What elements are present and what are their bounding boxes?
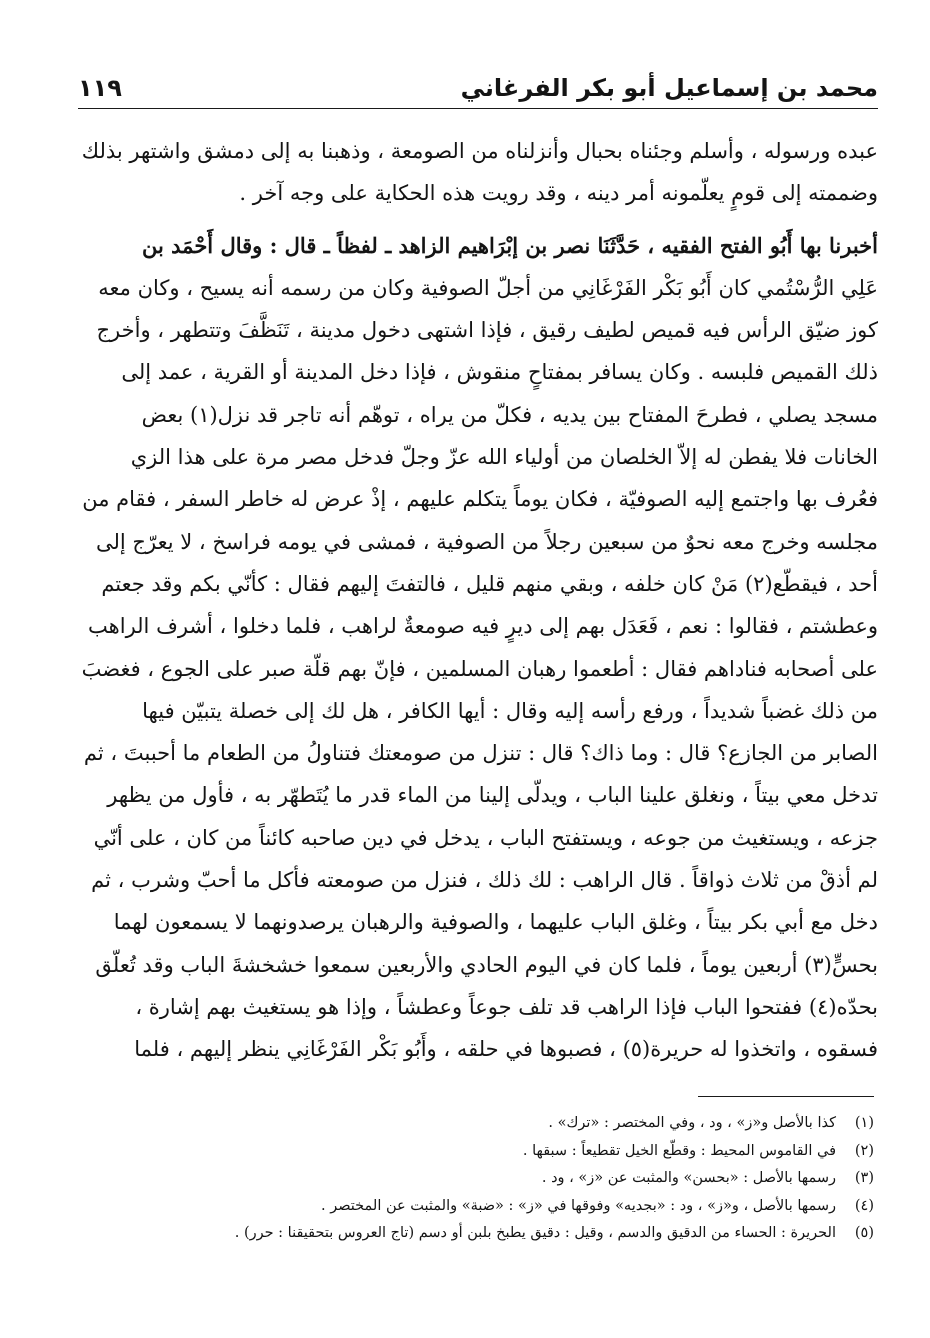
text-line: بحدّه(٤) ففتحوا الباب فإذا الراهب قد تلف جوعاً وعطشاً ، وإذا هو يستغيث بهم إشارة ، (135, 994, 878, 1019)
text-line: وضممته إلى قومٍ يعلّمونه أمر دينه ، وقد رويت هذه الحكاية على وجه آخر . (239, 181, 878, 206)
text-line: عبده ورسوله ، وأسلم وجئناه بحبال وأنزلناه من الصومعة ، وذهبنا به إلى دمشق واشتهر بذلك (81, 139, 878, 163)
footnote (78, 1220, 874, 1248)
text-line: الصابر من الجازع؟ قال : وما ذاك؟ قال : تنزل من صومعتك فتناولُ من الطعام ما أحببتَ ، ثم (83, 741, 878, 766)
text-line: وعطشتم ، فقالوا : نعم ، فَعَدَل بهم إلى ديرٍ فيه صومعةٌ لراهب ، فلما دخلوا ، أشرف الراهب (88, 614, 878, 639)
footnote-rule (698, 1096, 874, 1097)
text-line: فعُرف بها واجتمع إليه الصوفيّة ، فكان يوماً يتكلم عليهم ، إذْ عرض له خاطر السفر ، فقام من (82, 487, 878, 512)
text-line: فسقوه ، واتخذوا له حريرة(٥) ، فصبوها في حلقه ، وأَبُو بَكْر الفَرْغَانِي ينظر إليهم ، فلما (134, 1037, 878, 1062)
text-line: جزعه ، ويستغيث من جوعه ، ويستفتح الباب ، يدخل في دين صاحبه كائناً من كان ، على أنّي (93, 825, 878, 850)
text-line: من ذلك غضباً شديداً ، ورفع رأسه إليه وقال : أيها الكافر ، هل لك إلى خصلة يتبيّن فيها (142, 698, 878, 723)
footnote-text: كذا بالأصل و«ز» ، ود ، وفي المختصر : «ترك» . (548, 1115, 836, 1131)
footnote-text: في القاموس المحيط : وقطّع الخيل تقطيعاً : سبقها . (522, 1142, 836, 1159)
footnote-text: رسمها بالأصل ، و«ز» ، ود : «بجديه» وفوقها في «ز» : «ضبة» والمثبت عن المختصر . (321, 1197, 836, 1214)
page-header (78, 58, 878, 102)
footnote-number: (٥) (854, 1225, 874, 1241)
footnote (78, 1165, 874, 1193)
footnote-number: (١) (854, 1115, 874, 1131)
footnote (78, 1110, 874, 1138)
text-line: دخل مع أبي بكر بيتاً ، وغلق الباب عليهما ، والصوفية والرهبان يرصدونهما لا يسمعون لهما (113, 910, 878, 935)
text-line: الخانات فلا يفطن له إلاّ الخلصان من أولياء الله عزّ وجلّ فدخل مصر مرة على هذا الزي (130, 445, 878, 470)
running-title: محمد بن إسماعيل أبو بكر الفرغاني (460, 74, 878, 102)
text-line: على أصحابه فناداهم فقال : أطعموا رهبان المسلمين ، فإنّ بهم قلّة صبر على الجوع ، فغضبَ (81, 656, 878, 681)
footnote-text: رسمها بالأصل : «بحسن» والمثبت عن «ز» ، ود . (541, 1170, 836, 1186)
text-line: لم أذقْ من ثلاث ذواقاً . قال الراهب : لك ذلك ، فنزل من صومعته فأكل ما أحبّ وشرب ، ثم (91, 868, 878, 893)
text-line: كوز ضيّق الرأس فيه قميص لطيف رقيق ، فإذا اشتهى دخول مدينة ، تَنَظَّفَ وتتطهر ، وأخرج (96, 318, 878, 343)
footnote-number: (٢) (854, 1142, 874, 1159)
main-text (78, 130, 878, 1071)
footnote (78, 1138, 874, 1166)
text-line: أخبرنا بها أَبُو الفتح الفقيه ، حَدَّثَنَا نصر بن إبْرَاهيم الزاهد ـ لفظاً ـ قال : وقال أَحْمَد بن (142, 232, 878, 258)
footnotes (78, 1110, 874, 1248)
text-line: مجلسه وخرج معه نحوٌ من سبعين رجلاً من الصوفية ، فمشى في يومه فراسخ ، لا يعرّج إلى (96, 529, 878, 554)
text-line: بحسٍّ(٣) أربعين يوماً ، فلما كان في اليوم الحادي والأربعين سمعوا خشخشةَ الباب وقد تُعلّق (95, 952, 878, 977)
footnote (78, 1193, 874, 1221)
text-line: عَلِي الرُّسْتُمي كان أَبُو بَكْر الفَرْغَانِي من أجلّ الصوفية وكان من رسمه أنه يسيح ، وكان معه (98, 275, 878, 300)
text-line: مسجد يصلي ، فطرحَ المفتاح بين يديه ، فكلّ من يراه ، توهّم أنه تاجر قد نزل(١) بعض (141, 402, 878, 427)
text-line: أحد ، فيقطّع(٢) مَنْ كان خلفه ، وبقي منهم قليل ، فالتفتَ إليهم فقال : كأنّي بكم وقد جعتم (101, 571, 878, 596)
footnote-number: (٤) (854, 1197, 874, 1214)
footnote-text: الحريرة : الحساء من الدقيق والدسم ، وقيل : دقيق يطبخ بلبن أو دسم (تاج العروس بتحقيقنا : حرر) . (234, 1225, 836, 1241)
text-line: ذلك القميص فلبسه . وكان يسافر بمفتاحٍ منقوش ، فإذا دخل المدينة أو القرية ، عمد إلى (121, 360, 878, 385)
footnote-number: (٣) (854, 1170, 874, 1186)
page-number: ١١٩ (78, 74, 122, 102)
paragraph-gap (78, 215, 878, 225)
text-line: تدخل معي بيتاً ، ونغلق علينا الباب ، ويدلّى إلينا من الماء قدر ما يُتَطهّر به ، فأول من يظهر (107, 783, 878, 808)
header-rule (78, 108, 878, 109)
